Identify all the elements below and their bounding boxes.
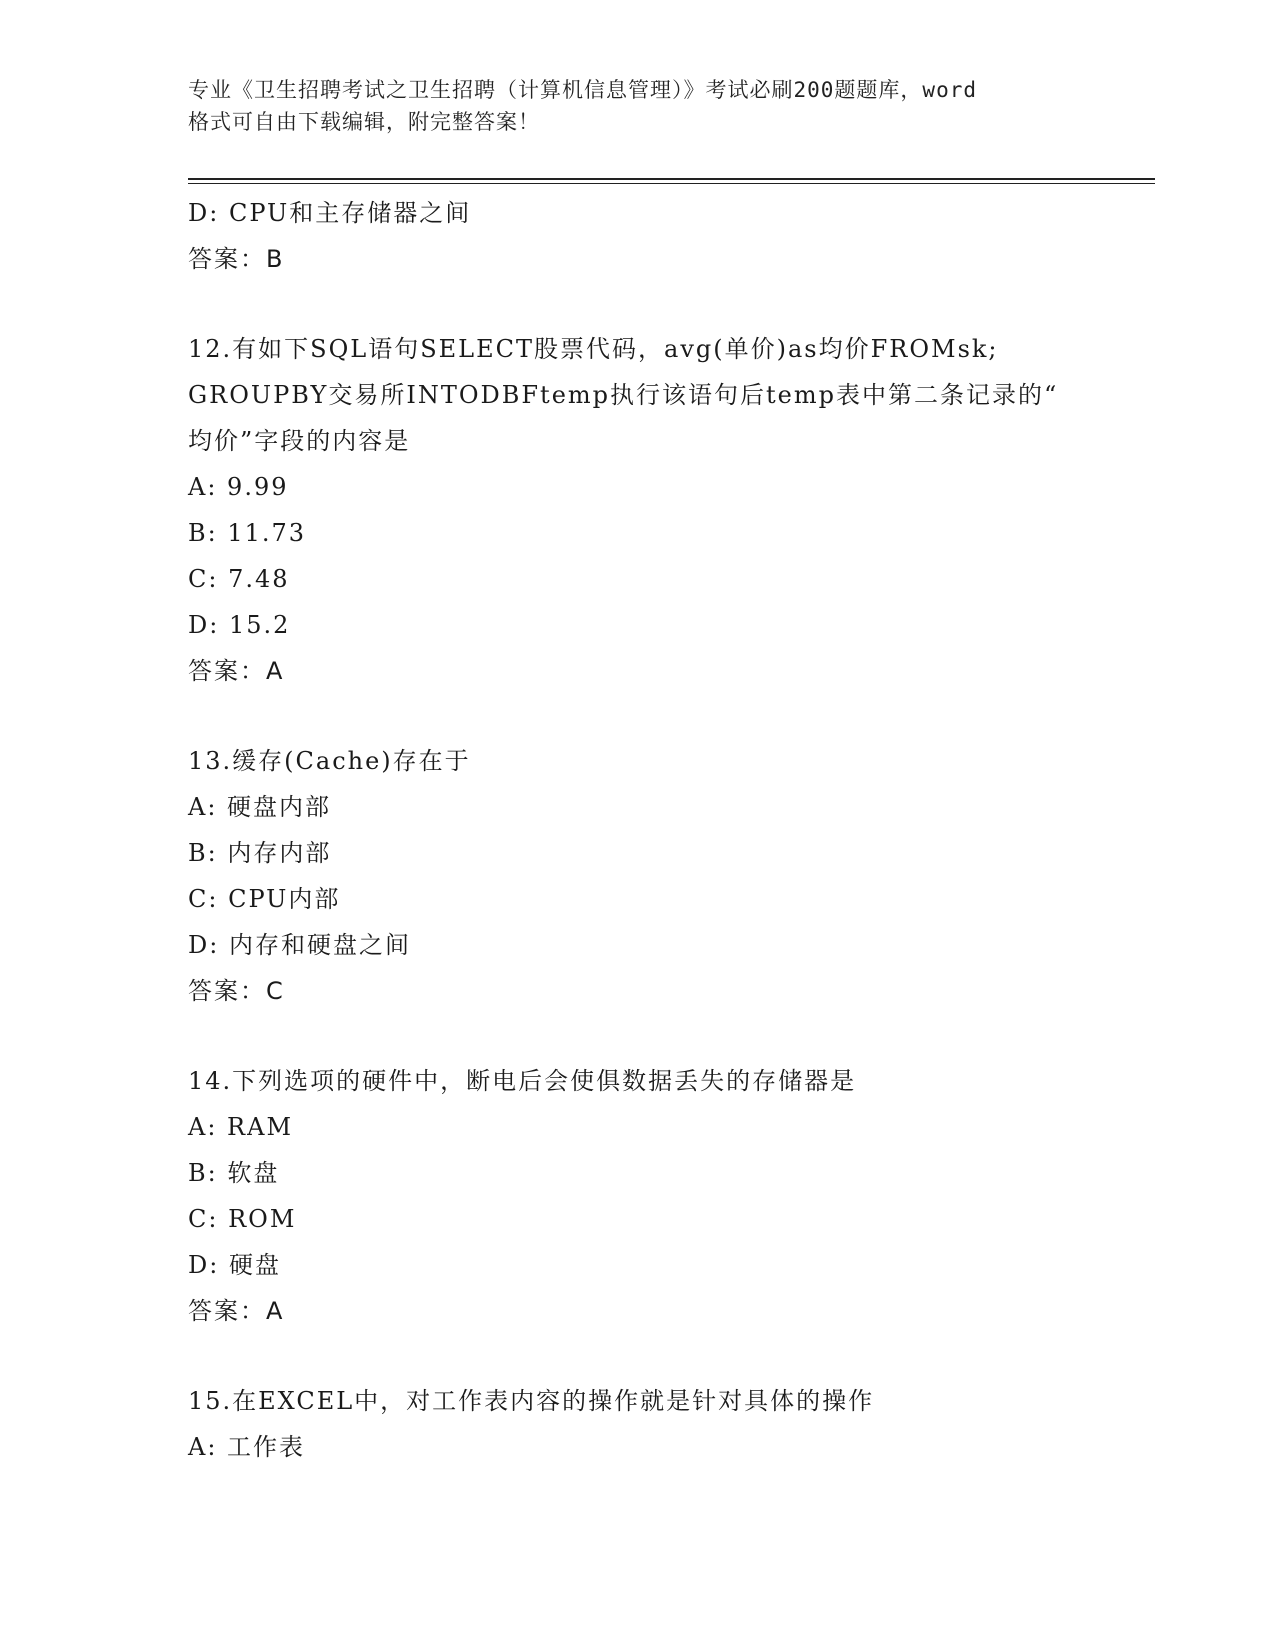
option-line: D: CPU和主存储器之间 <box>188 199 472 227</box>
option-line: C: ROM <box>188 1205 297 1233</box>
question-block <box>188 326 1148 694</box>
block-gap <box>188 1014 1148 1058</box>
question-text: 12.有如下SQL语句SELECT股票代码，avg(单价)as均价FROMsk; <box>188 335 999 363</box>
question-block <box>188 738 1148 1014</box>
option-line: B: 软盘 <box>188 1159 280 1187</box>
answer-line: 答案：A <box>188 657 285 685</box>
option-line: A: RAM <box>188 1113 294 1141</box>
header-rule-thick <box>188 178 1155 180</box>
question-text: 14.下列选项的硬件中，断电后会使俱数据丢失的存储器是 <box>188 1067 857 1095</box>
answer-line: 答案：C <box>188 977 285 1005</box>
question-text: 均价”字段的内容是 <box>188 427 411 455</box>
option-line: A: 9.99 <box>188 473 289 501</box>
header-line-2: 格式可自由下载编辑，附完整答案！ <box>188 110 540 134</box>
option-line: A: 工作表 <box>188 1433 306 1461</box>
question-block <box>188 1058 1148 1334</box>
block-gap <box>188 1334 1148 1378</box>
block-gap <box>188 282 1148 326</box>
question-text: GROUPBY交易所INTODBFtemp执行该语句后temp表中第二条记录的“ <box>188 381 1059 409</box>
option-line: D: 15.2 <box>188 611 291 639</box>
document-header <box>188 74 1088 138</box>
question-text: 15.在EXCEL中，对工作表内容的操作就是针对具体的操作 <box>188 1387 875 1415</box>
question-content <box>188 190 1148 1470</box>
answer-line: 答案：B <box>188 245 285 273</box>
header-line-1: 专业《卫生招聘考试之卫生招聘（计算机信息管理）》考试必刷200题题库，word <box>188 78 977 102</box>
question-block <box>188 1378 1148 1470</box>
header-rule-thin <box>188 183 1155 184</box>
option-line: C: CPU内部 <box>188 885 341 913</box>
option-line: C: 7.48 <box>188 565 290 593</box>
option-line: B: 内存内部 <box>188 839 332 867</box>
block-gap <box>188 694 1148 738</box>
option-line: D: 硬盘 <box>188 1251 281 1279</box>
option-line: D: 内存和硬盘之间 <box>188 931 411 959</box>
option-line: A: 硬盘内部 <box>188 793 332 821</box>
answer-line: 答案：A <box>188 1297 285 1325</box>
option-line: B: 11.73 <box>188 519 307 547</box>
question-block <box>188 190 1148 282</box>
question-text: 13.缓存(Cache)存在于 <box>188 747 471 775</box>
